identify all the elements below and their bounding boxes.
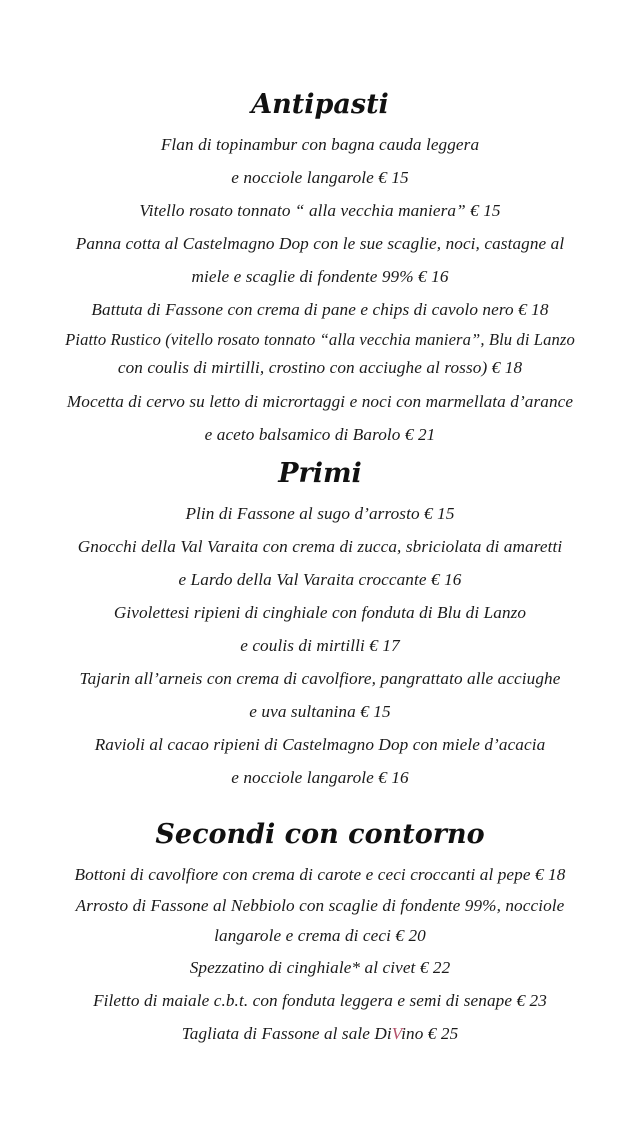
menu-item xyxy=(0,951,640,984)
menu-item-line2: e nocciole langarole € 15 xyxy=(231,168,409,187)
menu-item-line1: Gnocchi della Val Varaita con crema di zucca, sbriciolata di amaretti xyxy=(77,537,563,556)
menu-item xyxy=(0,497,640,530)
section-title-antipasti: Antipasti xyxy=(251,89,389,120)
menu-item-line1: Arrosto di Fassone al Nebbiolo con scaglie di fondente 99%, nocciole xyxy=(75,896,565,915)
section-antipasti xyxy=(0,82,640,451)
menu-item-line2: e Lardo della Val Varaita croccante € 16 xyxy=(178,570,462,589)
menu-item-text-post: ino € 25 xyxy=(401,1024,459,1043)
menu-item-line1: Spezzatino di cinghiale* al civet € 22 xyxy=(189,958,451,977)
menu-item xyxy=(0,227,640,293)
menu-item xyxy=(0,984,640,1017)
menu-item-line1: Mocetta di cervo su letto di micrortaggi e noci con marmellata d’arance xyxy=(66,392,574,411)
menu-item xyxy=(0,1017,640,1050)
menu-item xyxy=(0,858,640,891)
menu-item xyxy=(0,662,640,728)
menu-item-line1: Givolettesi ripieni di cinghiale con fonduta di Blu di Lanzo xyxy=(113,603,527,622)
section-title-primi: Primi xyxy=(278,458,362,489)
menu-item xyxy=(0,194,640,227)
section-title-secondi: Secondi con contorno xyxy=(155,819,485,850)
menu-item xyxy=(0,728,640,794)
menu-item-line1: Panna cotta al Castelmagno Dop con le sue scaglie, noci, castagne al xyxy=(75,234,565,253)
menu-item-line1: Piatto Rustico (vitello rosato tonnato “alla vecchia maniera”, Blu di Lanzo xyxy=(65,330,575,349)
menu-item xyxy=(0,326,640,382)
menu-item-line1: Plin di Fassone al sugo d’arrosto € 15 xyxy=(185,504,455,523)
menu-item-line2: e coulis di mirtilli € 17 xyxy=(240,636,400,655)
menu-item xyxy=(0,891,640,951)
menu-item-line1: Flan di topinambur con bagna cauda leggera xyxy=(160,135,480,154)
menu-item-line1: Tajarin all’arneis con crema di cavolfiore, pangrattato alle acciughe xyxy=(79,669,561,688)
menu-item-line1 xyxy=(6,1017,634,1050)
menu-item-line2: langarole e crema di ceci € 20 xyxy=(214,926,426,945)
menu-item-line2: e nocciole langarole € 16 xyxy=(231,768,409,787)
menu-item xyxy=(0,385,640,451)
menu-item-line1: Bottoni di cavolfiore con crema di carote e ceci croccanti al pepe € 18 xyxy=(74,865,566,884)
menu-item-text-accent: V xyxy=(391,1024,402,1043)
menu-item-line2: con coulis di mirtilli, crostino con acciughe al rosso) € 18 xyxy=(117,358,523,377)
section-secondi xyxy=(0,812,640,1050)
menu-item xyxy=(0,530,640,596)
section-primi xyxy=(0,451,640,794)
menu-item-line1: Filetto di maiale c.b.t. con fonduta leggera e semi di senape € 23 xyxy=(93,991,547,1010)
menu xyxy=(0,82,640,1050)
menu-item xyxy=(0,293,640,326)
menu-item xyxy=(0,128,640,194)
menu-item-line2: e uva sultanina € 15 xyxy=(249,702,391,721)
menu-item xyxy=(0,596,640,662)
menu-item-text-pre: Tagliata di Fassone al sale Di xyxy=(181,1024,392,1043)
menu-item-line2: miele e scaglie di fondente 99% € 16 xyxy=(191,267,449,286)
menu-item-line1: Battuta di Fassone con crema di pane e chips di cavolo nero € 18 xyxy=(91,300,549,319)
menu-item-line1: Ravioli al cacao ripieni di Castelmagno Dop con miele d’acacia xyxy=(94,735,546,754)
menu-item-line1: Vitello rosato tonnato “ alla vecchia maniera” € 15 xyxy=(139,201,501,220)
menu-item-line2: e aceto balsamico di Barolo € 21 xyxy=(204,425,436,444)
